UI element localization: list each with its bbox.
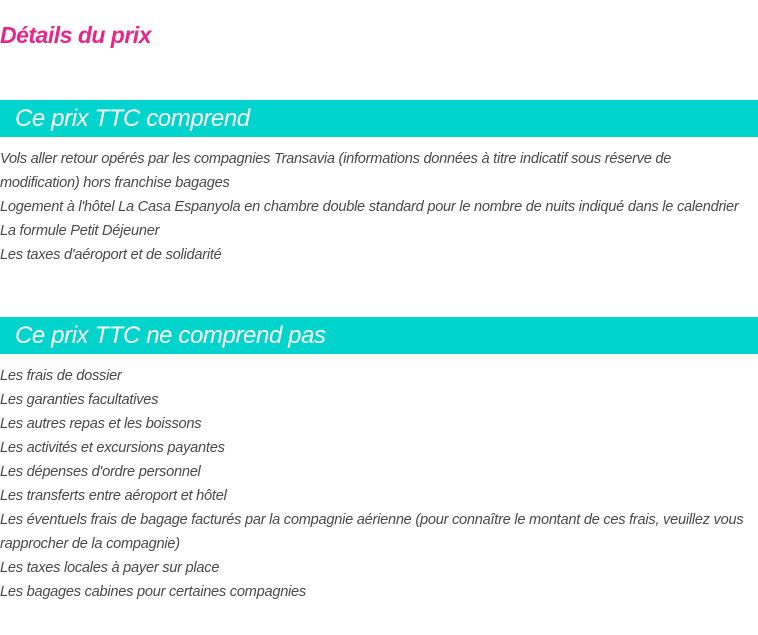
list-item: Les dépenses d'ordre personnel (0, 464, 201, 480)
included-section-header: Ce prix TTC comprend (0, 100, 758, 137)
excluded-list (0, 364, 758, 604)
list-item: Les éventuels frais de bagage facturés par la compagnie aérienne (pour connaître le montant de ces frais, veuillez vous rapprocher de la compagnie) (0, 512, 744, 552)
list-item: Les garanties facultatives (0, 392, 159, 408)
page-title: Détails du prix (0, 22, 151, 48)
list-item: La formule Petit Déjeuner (0, 223, 160, 239)
included-list (0, 147, 758, 267)
list-item: Logement à l'hôtel La Casa Espanyola en chambre double standard pour le nombre de nuits indiqué dans le calendrier (0, 199, 739, 215)
list-item: Les taxes d'aéroport et de solidarité (0, 247, 222, 263)
list-item: Les transferts entre aéroport et hôtel (0, 488, 227, 504)
list-item: Les autres repas et les boissons (0, 416, 202, 432)
list-item: Vols aller retour opérés par les compagnies Transavia (informations données à titre indicatif sous réserve de modification) hors franchise bagages (0, 151, 672, 191)
excluded-section-header: Ce prix TTC ne comprend pas (0, 317, 758, 354)
list-item: Les activités et excursions payantes (0, 440, 225, 456)
list-item: Les frais de dossier (0, 368, 122, 384)
list-item: Les taxes locales à payer sur place (0, 560, 220, 576)
list-item: Les bagages cabines pour certaines compagnies (0, 584, 306, 600)
